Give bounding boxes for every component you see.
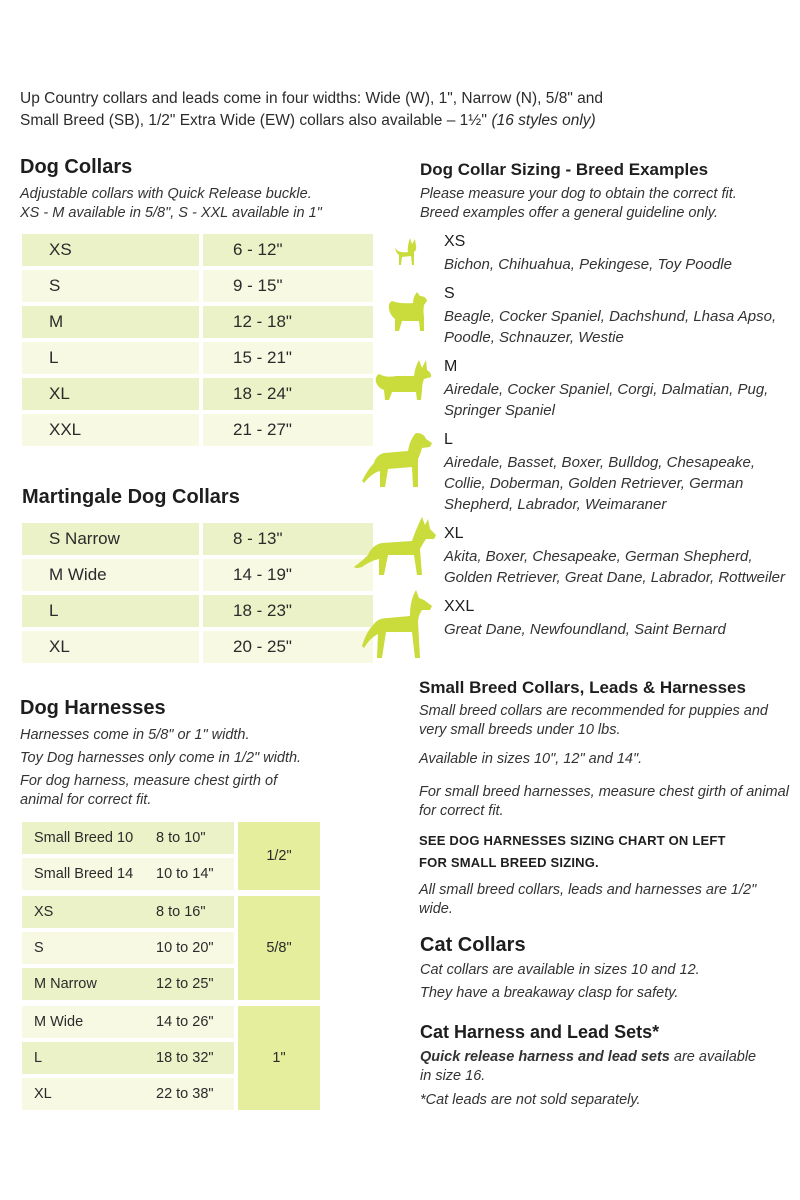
size-cell: XXL — [22, 410, 199, 446]
table-row — [22, 266, 373, 302]
corgi-icon — [372, 358, 434, 404]
width-cell: 1/2" — [234, 822, 320, 890]
shepherd-icon — [352, 515, 436, 579]
size-cell: XS — [22, 890, 152, 928]
range-cell: 10 to 20" — [152, 928, 234, 964]
size-cell: L — [22, 1038, 152, 1074]
dog-collars-table — [22, 234, 373, 446]
harnesses-note-1: Harnesses come in 5/8" or 1" width. — [20, 727, 250, 743]
small-breed-see-note-1: SEE DOG HARNESSES SIZING CHART ON LEFT — [419, 833, 726, 848]
intro-line-1: Up Country collars and leads come in four widths: Wide (W), 1", Narrow (N), 5/8" and — [20, 90, 603, 107]
range-cell: 22 to 38" — [152, 1074, 234, 1110]
range-cell: 8 to 16" — [152, 890, 234, 928]
breed-list: Airedale, Basset, Boxer, Bulldog, Chesapeake, Collie, Doberman, Golden Retriever, German Shepherd, Labrador, Weimaraner — [444, 454, 756, 513]
breed-list: Great Dane, Newfoundland, Saint Bernard — [444, 621, 726, 638]
table-row — [22, 338, 373, 374]
harnesses-section — [20, 697, 320, 814]
small-breed-note-1: Small breed collars are recommended for puppies and very small breeds under 10 lbs. — [419, 703, 768, 738]
range-cell: 15 - 21" — [199, 338, 373, 374]
table-row — [22, 555, 373, 591]
size-cell: Small Breed 14 — [22, 854, 152, 890]
cat-collars-notes — [420, 961, 790, 1003]
breed-size-label: XL — [444, 525, 464, 542]
dog-collars-section — [20, 156, 322, 223]
dog-collars-sub-1: Adjustable collars with Quick Release buckle. — [20, 186, 312, 202]
range-cell: 6 - 12" — [199, 234, 373, 266]
width-cell: 5/8" — [234, 890, 320, 1000]
cat-collars-note-1: Cat collars are available in sizes 10 and 12. — [420, 962, 700, 978]
harnesses-notes — [20, 726, 320, 810]
breed-sizing-sub-1: Please measure your dog to obtain the correct fit. — [420, 186, 737, 202]
size-cell: S Narrow — [22, 523, 199, 555]
small-breed-width-note: All small breed collars, leads and harnesses are 1/2" wide. — [419, 882, 757, 917]
size-cell: M Wide — [22, 555, 199, 591]
cat-harness-section — [420, 1022, 760, 1110]
small-breed-notes — [419, 702, 794, 821]
small-breed-title: Small Breed Collars, Leads & Harnesses — [419, 678, 746, 697]
size-cell: M — [22, 302, 199, 338]
dog-collars-sub-2: XS - M available in 5/8", S - XXL available in 1" — [20, 205, 322, 221]
range-cell: 14 to 26" — [152, 1000, 234, 1038]
range-cell: 8 to 10" — [152, 822, 234, 854]
range-cell: 9 - 15" — [199, 266, 373, 302]
breed-row-xl — [360, 525, 800, 595]
range-cell: 8 - 13" — [199, 523, 373, 555]
retriever-icon — [360, 431, 434, 491]
size-cell: L — [22, 338, 199, 374]
range-cell: 14 - 19" — [199, 555, 373, 591]
width-cell: 1" — [234, 1000, 320, 1110]
breed-size-label: XXL — [444, 598, 475, 615]
cat-harness-note-1: Quick release harness and lead sets are available in size 16. — [420, 1049, 757, 1084]
dog-collars-subtitle — [20, 185, 322, 223]
breed-sizing-title: Dog Collar Sizing - Breed Examples — [420, 160, 709, 179]
breed-row-m — [360, 358, 800, 428]
toy-dog-icon — [390, 235, 424, 269]
breed-sizing-header — [420, 160, 790, 223]
range-cell: 18 to 32" — [152, 1038, 234, 1074]
intro-line-2: Small Breed (SB), 1/2" Extra Wide (EW) collars also available – 1½'' (16 styles only) — [20, 112, 596, 129]
table-row — [22, 627, 373, 663]
range-cell: 18 - 23" — [199, 591, 373, 627]
terrier-icon — [384, 289, 432, 333]
table-row — [22, 523, 373, 555]
harnesses-title: Dog Harnesses — [20, 697, 166, 719]
size-cell: L — [22, 591, 199, 627]
size-cell: XL — [22, 374, 199, 410]
breed-size-label: M — [444, 358, 458, 375]
small-breed-section — [419, 678, 794, 919]
range-cell: 20 - 25" — [199, 627, 373, 663]
size-cell: S — [22, 266, 199, 302]
breed-size-label: XS — [444, 233, 466, 250]
dog-collars-title: Dog Collars — [20, 156, 133, 178]
small-breed-see-note-2: FOR SMALL BREED SIZING. — [419, 855, 599, 870]
cat-harness-title: Cat Harness and Lead Sets* — [420, 1022, 660, 1042]
breed-size-label: S — [444, 285, 455, 302]
intro-text — [20, 88, 790, 132]
size-cell: XS — [22, 234, 199, 266]
table-row — [22, 234, 373, 266]
range-cell: 10 to 14" — [152, 854, 234, 890]
harnesses-note-3: For dog harness, measure chest girth of animal for correct fit. — [20, 773, 278, 808]
size-cell: S — [22, 928, 152, 964]
breed-list: Beagle, Cocker Spaniel, Dachshund, Lhasa Apso, Poodle, Schnauzer, Westie — [444, 308, 777, 346]
size-cell: XL — [22, 1074, 152, 1110]
cat-collars-note-2: They have a breakaway clasp for safety. — [420, 985, 679, 1001]
martingale-title: Martingale Dog Collars — [22, 486, 240, 508]
breed-size-label: L — [444, 431, 453, 448]
martingale-table — [22, 523, 373, 663]
breed-list: Bichon, Chihuahua, Pekingese, Toy Poodle — [444, 256, 732, 273]
breed-list: Akita, Boxer, Chesapeake, German Shepherd, Golden Retriever, Great Dane, Labrador, Rottweiler — [444, 548, 786, 586]
range-cell: 18 - 24" — [199, 374, 373, 410]
range-cell: 21 - 27" — [199, 410, 373, 446]
breed-sizing-sub-2: Breed examples offer a general guideline only. — [420, 205, 718, 221]
breed-list: Airedale, Cocker Spaniel, Corgi, Dalmatian, Pug, Springer Spaniel — [444, 381, 769, 419]
breed-row-s — [360, 285, 800, 355]
great-dane-icon — [360, 588, 434, 660]
size-cell: Small Breed 10 — [22, 822, 152, 854]
size-cell: XL — [22, 627, 199, 663]
breed-row-xxl — [360, 598, 800, 668]
table-row — [22, 591, 373, 627]
table-row — [22, 822, 320, 854]
table-row — [22, 410, 373, 446]
harnesses-note-2: Toy Dog harnesses only come in 1/2" width. — [20, 750, 302, 766]
size-cell: M Narrow — [22, 964, 152, 1000]
table-row — [22, 302, 373, 338]
small-breed-note-3: For small breed harnesses, measure chest girth of animal for correct fit. — [419, 784, 789, 819]
table-row — [22, 374, 373, 410]
table-row — [22, 1000, 320, 1038]
harnesses-table — [22, 822, 320, 1110]
small-breed-note-2: Available in sizes 10", 12" and 14". — [419, 751, 643, 767]
breed-sizing-subtitle — [420, 185, 790, 223]
breed-row-l — [360, 431, 800, 513]
range-cell: 12 to 25" — [152, 964, 234, 1000]
cat-collars-title: Cat Collars — [420, 934, 526, 956]
table-row — [22, 890, 320, 928]
cat-collars-section — [420, 934, 790, 1007]
cat-harness-note-2: *Cat leads are not sold separately. — [420, 1092, 641, 1108]
range-cell: 12 - 18" — [199, 302, 373, 338]
size-cell: M Wide — [22, 1000, 152, 1038]
